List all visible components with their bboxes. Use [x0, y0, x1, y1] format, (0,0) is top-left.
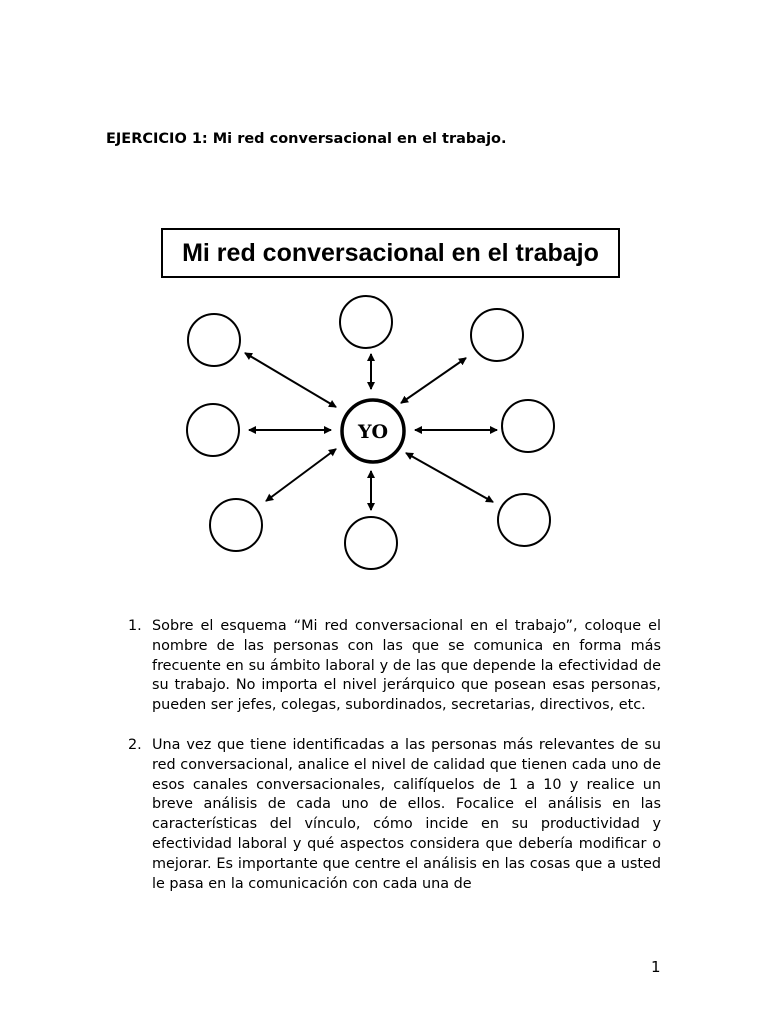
center-node-label: YO — [357, 421, 389, 443]
instruction-item — [128, 736, 661, 894]
diagram-title: Mi red conversacional en el trabajo — [182, 238, 599, 267]
outer-node-left — [187, 404, 239, 456]
outer-node-top-right — [471, 309, 523, 361]
arrow-top-left — [245, 353, 336, 407]
instruction-number: 2. — [128, 736, 142, 753]
arrow-top-right — [401, 358, 466, 403]
instruction-number: 1. — [128, 618, 142, 634]
outer-node-top — [340, 296, 392, 348]
instruction-text: Una vez que tiene identificadas a las personas más relevantes de su red conversacional, analice el nivel de calidad que tienen cada uno de esos canales conversacionales, califíquelos de 1 a 10 y realice un breve análisis de cada uno de ellos. Focalice el análisis en las características del vínculo, cómo incide en su productividad y efectividad laboral y qué aspectos considera que debería modificar o mejorar. Es importante que centre el análisis en las cosas que a usted le pasa en la comunicación con cada una de — [152, 736, 661, 892]
page-number: 1 — [651, 958, 661, 976]
instruction-text: Sobre el esquema “Mi red conversacional en el trabajo”, coloque el nombre de las personas con las que se comunica en forma más frecuente en su ámbito laboral y de las que depende la efectividad de su trabajo. No importa el nivel jerárquico que posean esas personas, pueden ser jefes, colegas, subordinados, secretarias, directivos, etc. — [152, 618, 661, 714]
outer-node-top-left — [188, 314, 240, 366]
arrow-bottom-right — [406, 453, 493, 502]
outer-node-bottom-left — [210, 499, 262, 551]
arrow-bottom-left — [266, 449, 336, 501]
instructions-list — [128, 617, 661, 914]
outer-node-right — [502, 400, 554, 452]
exercise-heading: EJERCICIO 1: Mi red conversacional en el trabajo. — [106, 131, 507, 147]
outer-node-bottom — [345, 517, 397, 569]
outer-node-bottom-right — [498, 494, 550, 546]
instruction-item — [128, 617, 661, 716]
